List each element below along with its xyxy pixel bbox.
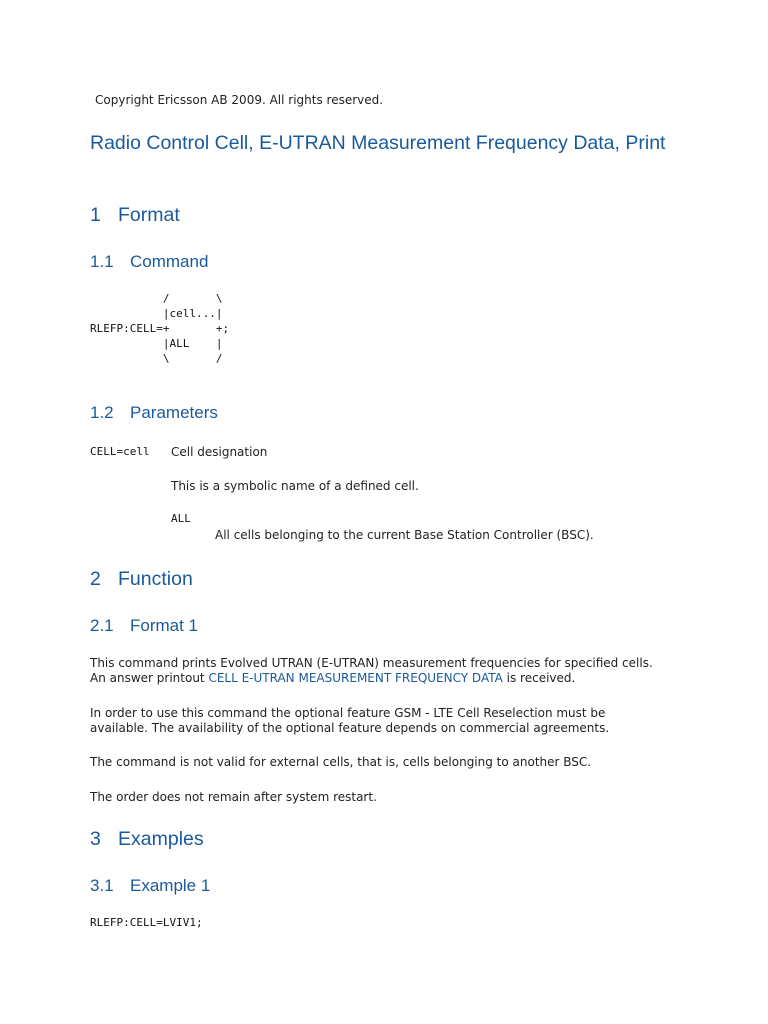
function-paragraph-1	[90, 656, 660, 686]
paragraph-text: is received.	[502, 671, 576, 685]
section-title: Parameters	[130, 403, 218, 422]
section-title: Format 1	[130, 616, 199, 635]
document-title: Radio Control Cell, E-UTRAN Measurement Frequency Data, Print	[90, 132, 666, 154]
command-syntax-block: / \ |cell...| RLEFP:CELL=+ +; |ALL | \ /	[90, 292, 230, 365]
paragraph-text: This command prints Evolved UTRAN (E-UTRAN) measurement frequencies for specified cells. An answer printout	[90, 656, 653, 685]
section-heading-parameters	[90, 403, 218, 423]
section-heading-function	[90, 568, 193, 591]
answer-printout-link[interactable]: CELL E-UTRAN MEASUREMENT FREQUENCY DATA	[208, 671, 503, 685]
section-number: 1.2	[90, 403, 114, 422]
section-number: 2	[90, 568, 101, 590]
function-paragraph-2: In order to use this command the optional feature GSM - LTE Cell Reselection must be available. The availability of the optional feature depends on commercial agreements.	[90, 706, 610, 735]
section-number: 1.1	[90, 252, 114, 271]
function-paragraph-3: The command is not valid for external cells, that is, cells belonging to another BSC.	[90, 755, 592, 769]
section-number: 3	[90, 828, 101, 850]
copyright-notice: Copyright Ericsson AB 2009. All rights reserved.	[95, 93, 384, 107]
parameter-value-name: ALL	[171, 512, 191, 525]
section-heading-examples	[90, 828, 204, 851]
section-number: 2.1	[90, 616, 114, 635]
section-title: Examples	[118, 828, 204, 850]
parameter-name: CELL=cell	[90, 445, 150, 458]
parameter-description: Cell designation	[171, 445, 268, 459]
section-number: 3.1	[90, 876, 114, 895]
example-command: RLEFP:CELL=LVIV1;	[90, 916, 203, 929]
parameter-value-description: All cells belonging to the current Base Station Controller (BSC).	[215, 528, 594, 542]
section-heading-format-1	[90, 616, 198, 636]
section-heading-command	[90, 252, 208, 272]
section-heading-example-1	[90, 876, 210, 896]
section-number: 1	[90, 204, 101, 226]
section-title: Format	[118, 204, 180, 226]
section-title: Function	[118, 568, 193, 590]
section-title: Example 1	[130, 876, 211, 895]
section-heading-format	[90, 204, 180, 227]
function-paragraph-4: The order does not remain after system restart.	[90, 790, 377, 804]
section-title: Command	[130, 252, 209, 271]
parameter-detail: This is a symbolic name of a defined cell.	[171, 479, 419, 493]
